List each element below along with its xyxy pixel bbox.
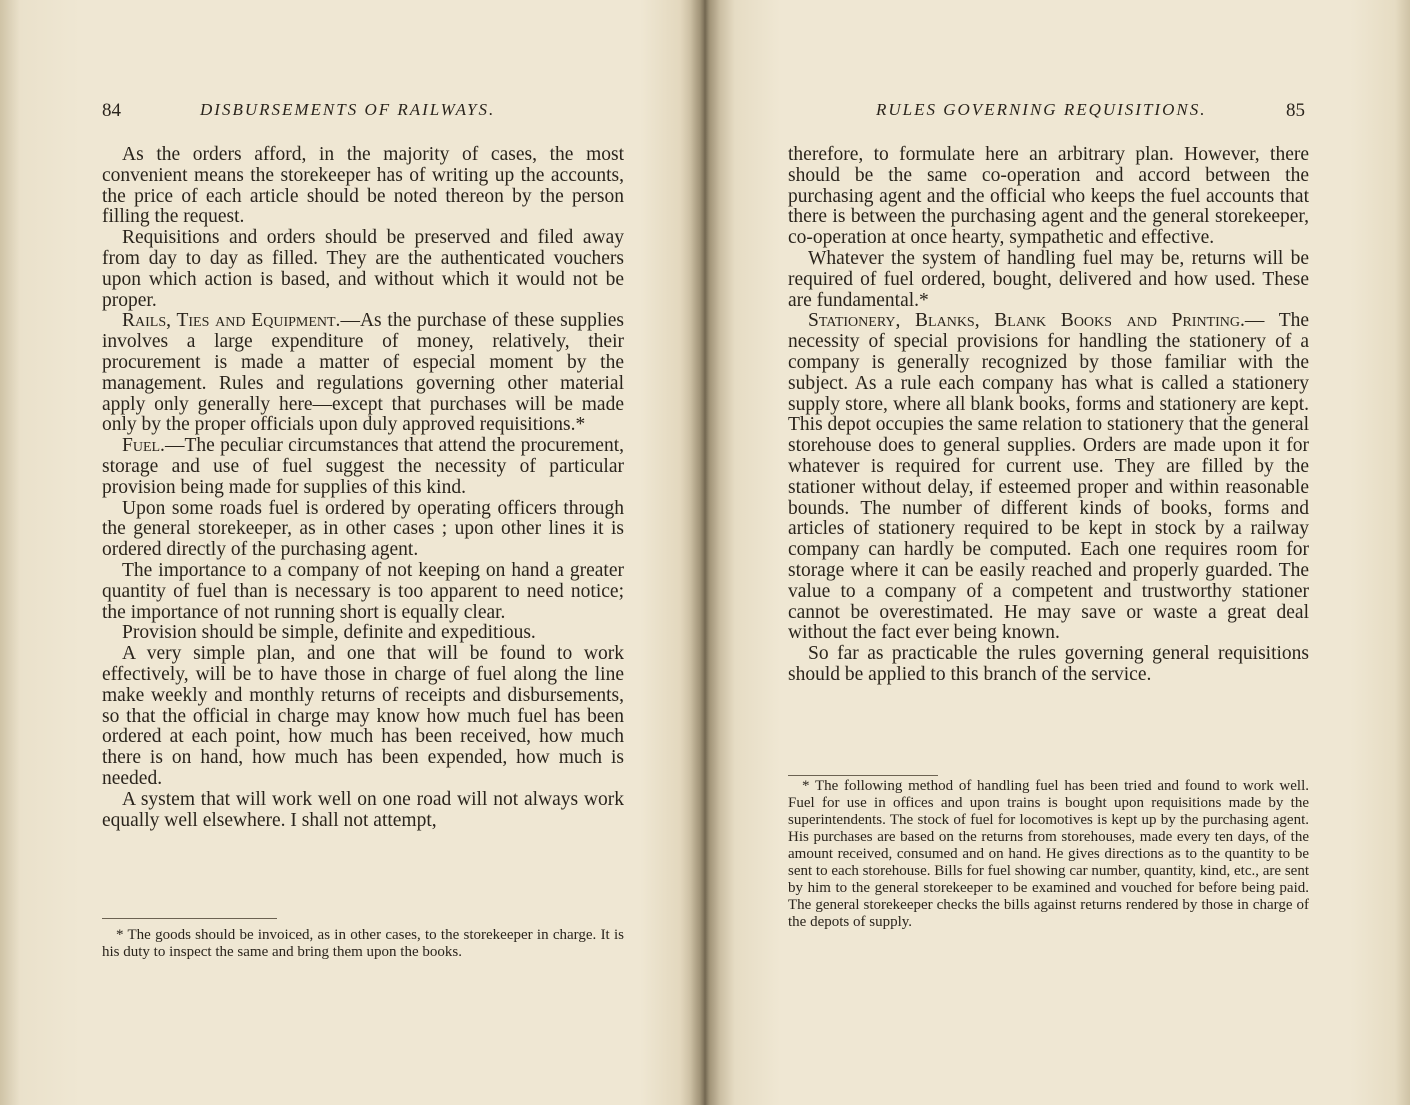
paragraph: Stationery, Blanks, Blank Books and Printing.— The necessity of special provisions for handling the stationery of a company is generally recognized by those familiar with the subject. As a rule each company has what is called a stationery supply store, where all blank books, forms and stationery are kept. This depot occupies the same relation to stationery that the general storehouse does to general supplies. Orders are made upon it for whatever is required for current use. They are filled by the stationer without delay, if esteemed proper and within reasonable bounds. The number of different kinds of books, forms and articles of stationery required to be kept in stock by a railway company can hardly be computed. Each one requires room for storage where it can be easily reached and properly guarded. The value to a company of a competent and trustworthy stationer cannot be overestimated. He may save or waste a great deal without the fact ever being known. — [788, 310, 1310, 644]
paragraph: The importance to a company of not keeping on hand a greater quantity of fuel than is necessary is too apparent to need notice; the importance of not running short is equally clear. — [102, 559, 624, 623]
footnote: * The following method of handling fuel has been tried and found to work well. Fuel for use in offices and upon trains is bought upon requisitions made by the superintendents. The stock of fuel for locomotives is kept up by the purchasing agent. His purchases are based on the returns from storehouses, made every ten days, of the amount received, consumed and on hand. He gives directions as to the quantity to be sent to each storehouse. Bills for fuel showing car number, quantity, kind, etc., are sent by him to the general storekeeper to be examined and vouched for before being paid. The general storekeeper checks the bills against returns rendered by those in charge of the depots of supply. — [788, 778, 1309, 930]
paragraph: So far as practicable the rules governing general requisitions should be applied to this branch of the service. — [788, 643, 1309, 685]
section-heading: Rails, Ties and Equipment. — [122, 310, 341, 332]
footnote-rule — [102, 918, 277, 919]
paragraph: A very simple plan, and one that will be found to work effectively, will be to have those in charge of fuel along the line make weekly and monthly returns of receipts and disbursements, so that the official in charge may know how much fuel has been ordered at each point, how much has been received, how much there is on hand, how much has been expended, how much is needed. — [102, 643, 624, 789]
running-head: DISBURSEMENTS OF RAILWAYS. — [200, 100, 496, 119]
left-page — [0, 0, 700, 1105]
page-body — [102, 145, 624, 831]
paragraph: Upon some roads fuel is ordered by operating officers through the general storekeeper, as in other cases ; upon other lines it is ordered directly of the purchasing agent. — [102, 497, 624, 561]
paragraph: Provision should be simple, definite and expeditious. — [122, 622, 536, 644]
page-number: 84 — [102, 100, 121, 121]
running-head: RULES GOVERNING REQUISITIONS. — [876, 100, 1207, 119]
footnote: * The goods should be invoiced, as in other cases, to the storekeeper in charge. It is his duty to inspect the same and bring them upon the books. — [102, 927, 624, 960]
right-page — [710, 0, 1410, 1105]
section-heading: Stationery, Blanks, Blank Books and Printing. — [808, 310, 1245, 332]
paragraph: Fuel.—The peculiar circumstances that attend the procurement, storage and use of fuel suggest the necessity of particular provision being made for supplies of this kind. — [102, 435, 624, 498]
paragraph: A system that will work well on one road will not always work equally well elsewhere. I shall not attempt, — [102, 788, 624, 831]
page-body — [788, 145, 1309, 686]
footnote-rule — [788, 775, 938, 776]
paragraph: Whatever the system of handling fuel may be, returns will be required of fuel ordered, bought, delivered and how used. These are fundamental.* — [788, 247, 1309, 311]
paragraph: therefore, to formulate here an arbitrary plan. However, there should be the same co-operation and accord between the purchasing agent and the official who keeps the fuel accounts that there is between the purchasing agent and the general storekeeper, co-operation at once hearty, sympathetic and effective. — [788, 144, 1309, 249]
paragraph: Rails, Ties and Equipment.—As the purchase of these supplies involves a large expenditure of money, relatively, their procurement is made a matter of especial moment by the management. Rules and regulations governing other material apply only generally here—except that purchases will be made only by the proper officials upon duly approved requisitions.* — [102, 310, 624, 436]
paragraph: Requisitions and orders should be preserved and filed away from day to day as filled. They are the authenticated vouchers upon which action is based, and without which it would not be proper. — [102, 227, 624, 311]
section-heading: Fuel. — [122, 435, 165, 457]
page-number: 85 — [1286, 100, 1305, 121]
paragraph: As the orders afford, in the majority of cases, the most convenient means the storekeeper has of writing up the accounts, the price of each article should be noted thereon by the person filling the request. — [102, 144, 624, 228]
